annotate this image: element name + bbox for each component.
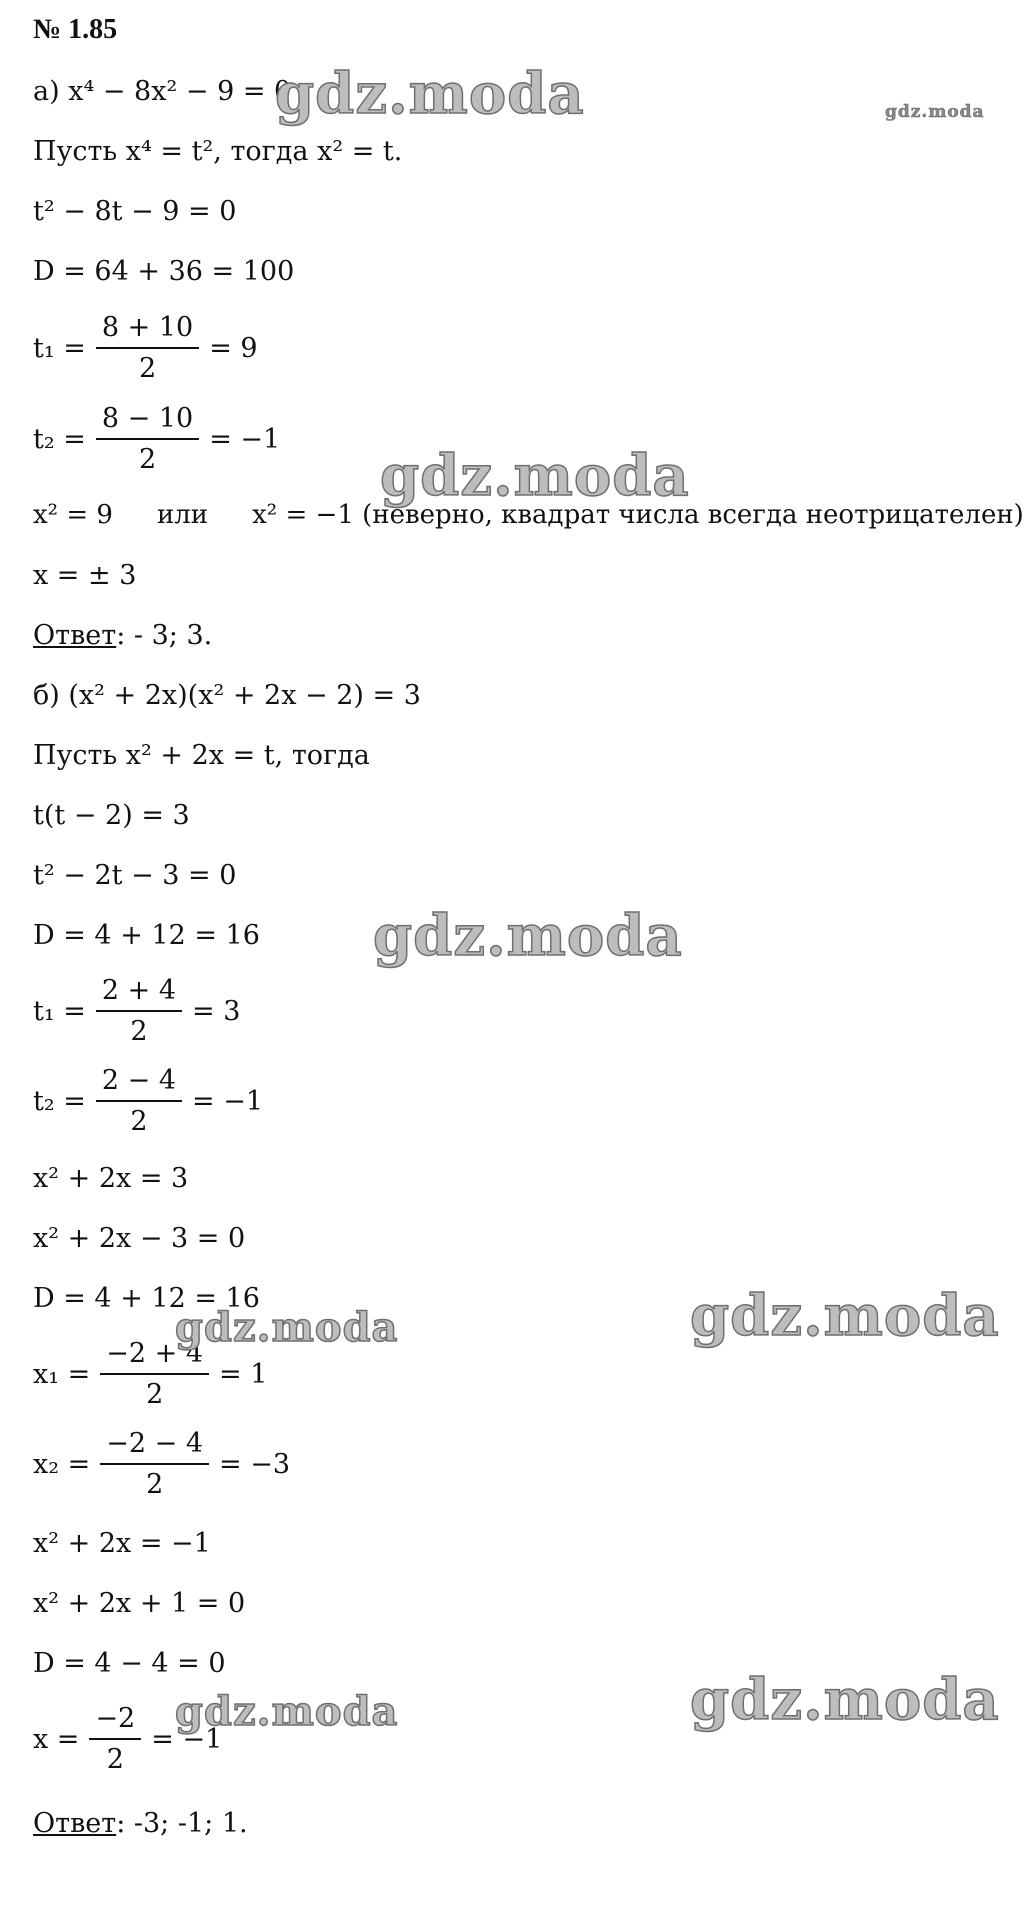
x1-left: x₁ = bbox=[33, 1358, 91, 1390]
t2-numerator: 2 − 4 bbox=[101, 1065, 177, 1096]
t2-left: t₂ = bbox=[33, 423, 86, 455]
x2-right: = −3 bbox=[219, 1448, 291, 1480]
case-left: x² = 9 bbox=[33, 500, 113, 530]
part-b-discriminant: D = 4 + 12 = 16 bbox=[33, 920, 260, 951]
t1-right: = 3 bbox=[192, 995, 241, 1027]
watermark: gdz.moda bbox=[690, 1283, 1000, 1349]
watermark: gdz.moda bbox=[175, 1688, 399, 1735]
case2-equation: x² + 2x = −1 bbox=[33, 1528, 211, 1559]
t1-denominator: 2 bbox=[130, 1016, 148, 1047]
part-b-t2 bbox=[33, 1065, 263, 1137]
problem-number: № 1.85 bbox=[33, 14, 118, 45]
part-a-answer bbox=[33, 622, 212, 649]
x-fraction bbox=[89, 1703, 141, 1775]
watermark: gdz.moda bbox=[175, 1304, 399, 1351]
t2-denominator: 2 bbox=[138, 444, 157, 475]
x-right: = −1 bbox=[151, 1723, 223, 1755]
t2-fraction bbox=[96, 403, 199, 475]
t1-fraction bbox=[96, 312, 199, 384]
x-numerator: −2 bbox=[95, 1703, 136, 1734]
t2-denominator: 2 bbox=[130, 1106, 148, 1137]
case-right: x² = −1 (неверно, квадрат числа всегда неотрицателен) bbox=[252, 500, 1024, 530]
t2-right: = −1 bbox=[192, 1085, 264, 1117]
part-b-quadratic: t² − 2t − 3 = 0 bbox=[33, 860, 237, 891]
case1-discriminant: D = 4 + 12 = 16 bbox=[33, 1283, 260, 1314]
x2-numerator: −2 − 4 bbox=[106, 1428, 204, 1459]
x1-right: = 1 bbox=[219, 1358, 268, 1390]
case1-quadratic: x² + 2x − 3 = 0 bbox=[33, 1223, 246, 1254]
t1-left: t₁ = bbox=[33, 995, 86, 1027]
x1-denominator: 2 bbox=[146, 1379, 164, 1410]
t2-fraction bbox=[96, 1065, 182, 1137]
part-a-discriminant: D = 64 + 36 = 100 bbox=[33, 256, 295, 287]
answer-value: : -3; -1; 1. bbox=[116, 1808, 248, 1839]
answer-label: Ответ bbox=[33, 620, 117, 651]
watermark: gdz.moda bbox=[373, 903, 683, 969]
x2-fraction bbox=[100, 1428, 209, 1500]
t2-numerator: 8 − 10 bbox=[101, 403, 194, 434]
case2-quadratic: x² + 2x + 1 = 0 bbox=[33, 1588, 246, 1619]
t2-left: t₂ = bbox=[33, 1085, 86, 1117]
case2-discriminant: D = 4 − 4 = 0 bbox=[33, 1648, 226, 1679]
part-b-t1 bbox=[33, 975, 240, 1047]
x2-denominator: 2 bbox=[146, 1469, 164, 1500]
t1-numerator: 8 + 10 bbox=[101, 312, 194, 343]
watermark: gdz.moda bbox=[380, 443, 690, 509]
part-a-substitution: Пусть x⁴ = t², тогда x² = t. bbox=[33, 136, 403, 167]
case1-x2 bbox=[33, 1428, 290, 1500]
x-left: x = bbox=[33, 1723, 80, 1755]
part-a-roots: x = ± 3 bbox=[33, 560, 137, 591]
part-b-eq1: t(t − 2) = 3 bbox=[33, 800, 190, 831]
t1-numerator: 2 + 4 bbox=[101, 975, 177, 1006]
case1-equation: x² + 2x = 3 bbox=[33, 1163, 189, 1194]
t1-denominator: 2 bbox=[138, 353, 157, 384]
part-b-answer bbox=[33, 1810, 248, 1837]
t1-left: t₁ = bbox=[33, 332, 86, 364]
answer-label: Ответ bbox=[33, 1808, 117, 1839]
part-a-quadratic: t² − 8t − 9 = 0 bbox=[33, 196, 237, 227]
answer-value: : - 3; 3. bbox=[116, 620, 213, 651]
part-b-substitution: Пусть x² + 2x = t, тогда bbox=[33, 740, 370, 771]
part-a-t1 bbox=[33, 312, 258, 384]
t1-fraction bbox=[96, 975, 182, 1047]
t1-right: = 9 bbox=[209, 332, 258, 364]
x2-left: x₂ = bbox=[33, 1448, 91, 1480]
part-b-equation: б) (x² + 2x)(x² + 2x − 2) = 3 bbox=[33, 680, 421, 711]
watermark: gdz.moda bbox=[275, 61, 585, 127]
watermark: gdz.moda bbox=[885, 102, 985, 122]
watermark: gdz.moda bbox=[690, 1667, 1000, 1733]
t2-right: = −1 bbox=[209, 423, 281, 455]
x1-numerator: −2 + 4 bbox=[106, 1338, 204, 1369]
case-or: или bbox=[156, 500, 209, 530]
part-a-t2 bbox=[33, 403, 280, 475]
x-denominator: 2 bbox=[106, 1744, 124, 1775]
part-a-equation: а) x⁴ − 8x² − 9 = 0 bbox=[33, 76, 292, 107]
